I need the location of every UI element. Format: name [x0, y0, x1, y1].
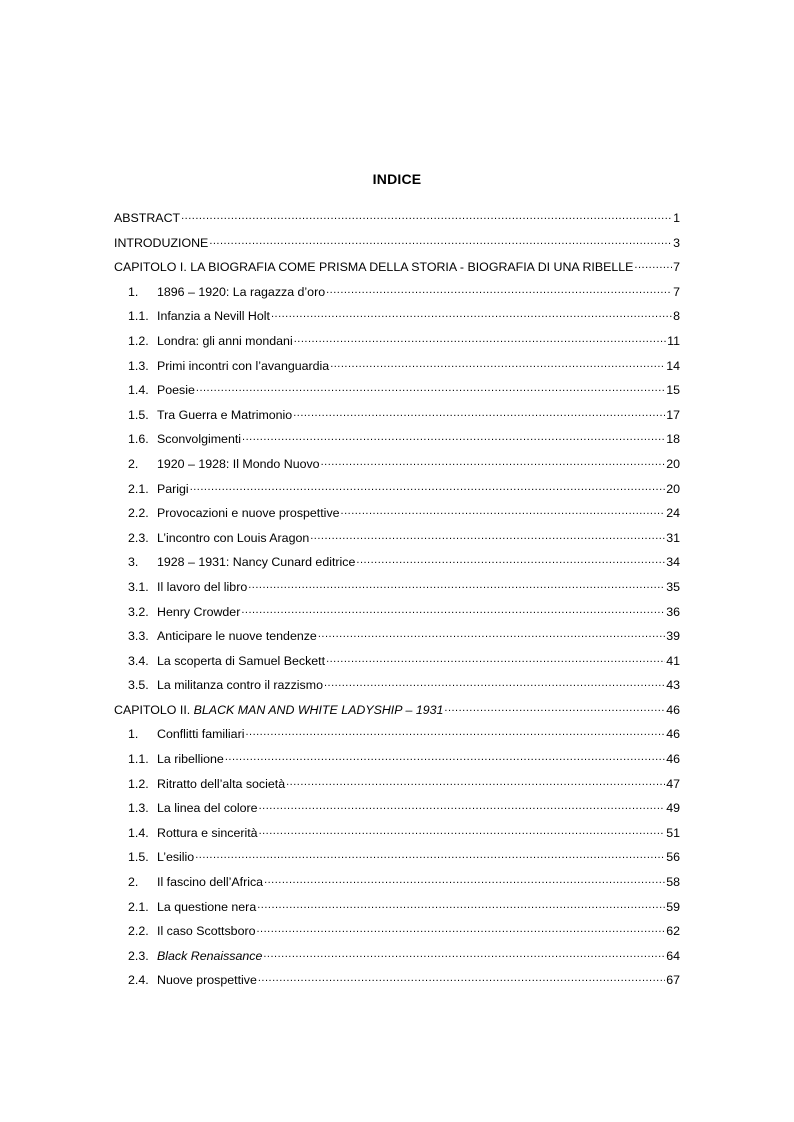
toc-entry-text: La questione nera [157, 899, 257, 914]
toc-entry-page-number: 58 [666, 875, 680, 890]
toc-entry-label [114, 257, 633, 277]
toc-entry-page-number: 46 [666, 727, 680, 742]
toc-entry-text: 1920 – 1928: Il Mondo Nuovo [157, 456, 320, 471]
dot-leader [330, 358, 665, 370]
toc-entry-page-number: 24 [666, 506, 680, 521]
dot-leader [259, 800, 666, 812]
toc-entry-text: Conflitti familiari [157, 727, 245, 742]
dot-leader [326, 653, 665, 665]
dot-leader [242, 431, 665, 443]
toc-entry[interactable] [114, 897, 680, 922]
toc-entry-label [157, 970, 257, 990]
toc-entry-text: Primi incontri con l’avanguardia [157, 358, 330, 373]
toc-entry-number: 1.1. [128, 309, 149, 324]
toc-entry-label [157, 577, 247, 597]
toc-entry-text: Il lavoro del libro [157, 579, 248, 594]
toc-entry-number: 3.1. [128, 579, 149, 594]
toc-entry-label [157, 946, 262, 966]
toc-entry-label [157, 921, 255, 941]
toc-entry-page-number: 8 [673, 309, 680, 324]
toc-entry[interactable] [114, 921, 680, 946]
toc-entry-page-number: 20 [666, 481, 680, 496]
toc-entry-number: 1.5. [128, 407, 149, 422]
toc-entry-page-number: 31 [666, 530, 680, 545]
toc-entry-page-number: 11 [667, 333, 680, 348]
toc-entry-text: Tra Guerra e Matrimonio [157, 407, 293, 422]
table-of-contents [114, 208, 680, 995]
toc-entry-label [157, 282, 325, 302]
dot-leader [286, 776, 665, 788]
toc-entry-page-number: 49 [666, 801, 680, 816]
toc-entry-page-number: 46 [666, 702, 680, 717]
toc-entry-italic-text: Black Renaissance [157, 948, 263, 963]
toc-entry-number: 1. [128, 284, 139, 299]
toc-entry[interactable] [114, 233, 680, 258]
toc-entry-text: INTRODUZIONE [114, 235, 209, 250]
toc-entry-number: 1.4. [128, 825, 149, 840]
dot-leader [196, 382, 665, 394]
toc-entry[interactable] [114, 429, 680, 454]
toc-entry-label [157, 675, 323, 695]
toc-entry[interactable] [114, 872, 680, 897]
toc-entry[interactable] [114, 282, 680, 307]
toc-entry[interactable] [114, 479, 680, 504]
toc-entry-number: 2.1. [128, 899, 149, 914]
toc-entry-label [157, 429, 241, 449]
toc-entry-number: 3.4. [128, 653, 149, 668]
dot-leader [444, 702, 665, 714]
dot-leader [248, 579, 665, 591]
toc-entry-number: 2.3. [128, 948, 149, 963]
toc-entry-label [157, 847, 194, 867]
dot-leader [195, 849, 665, 861]
dot-leader [264, 874, 665, 886]
toc-entry-text: Infanzia a Nevill Holt [157, 309, 270, 324]
toc-entry-text: L’incontro con Louis Aragon [157, 530, 310, 545]
toc-entry-page-number: 41 [666, 653, 680, 668]
toc-entry-label [157, 626, 317, 646]
toc-entry-text: Ritratto dell’alta società [157, 776, 286, 791]
toc-entry-number: 2. [128, 456, 139, 471]
toc-entry-page-number: 1 [673, 211, 680, 225]
dot-leader [181, 210, 672, 222]
dot-leader [341, 505, 666, 517]
toc-entry-label [157, 872, 263, 892]
toc-entry-label [157, 774, 285, 794]
dot-leader [245, 726, 665, 738]
toc-entry[interactable] [114, 356, 680, 381]
toc-entry-page-number: 7 [673, 284, 680, 299]
toc-entry-number: 1. [128, 727, 139, 742]
toc-entry-label [157, 331, 293, 351]
toc-entry-number: 1.1. [128, 752, 149, 767]
toc-entry[interactable] [114, 970, 680, 995]
dot-leader [259, 825, 666, 837]
toc-entry-number: 3.5. [128, 678, 149, 693]
toc-entry-label [114, 700, 443, 720]
toc-entry-label [157, 798, 258, 818]
toc-entry-number: 1.3. [128, 801, 149, 816]
dot-leader [209, 235, 672, 247]
toc-entry-label [157, 651, 325, 671]
toc-entry[interactable] [114, 454, 680, 479]
dot-leader [634, 259, 672, 271]
toc-entry-number: 2.2. [128, 506, 149, 521]
toc-entry-page-number: 64 [666, 948, 680, 963]
toc-entry[interactable] [114, 798, 680, 823]
toc-entry-number: 1.2. [128, 333, 149, 348]
toc-entry-text: Londra: gli anni mondani [157, 333, 293, 348]
toc-entry[interactable] [114, 774, 680, 799]
toc-entry-page-number: 20 [666, 456, 680, 471]
dot-leader [256, 923, 665, 935]
toc-entry-text: Il caso Scottsboro [157, 924, 256, 939]
toc-entry-label [157, 724, 244, 744]
toc-entry-number: 3. [128, 555, 139, 570]
toc-entry-text: La linea del colore [157, 801, 258, 816]
dot-leader [271, 308, 672, 320]
toc-entry-page-number: 7 [673, 260, 680, 275]
toc-entry-label [157, 479, 189, 499]
toc-entry[interactable] [114, 405, 680, 430]
toc-entry-text: La ribellione [157, 752, 224, 767]
toc-entry-text: Parigi [157, 481, 189, 496]
toc-entry[interactable] [114, 528, 680, 553]
toc-entry[interactable] [114, 724, 680, 749]
toc-entry-page-number: 34 [666, 555, 680, 570]
toc-entry[interactable] [114, 946, 680, 971]
toc-entry-page-number: 46 [666, 752, 680, 767]
toc-entry-page-number: 39 [666, 629, 680, 644]
toc-entry[interactable] [114, 503, 680, 528]
toc-entry-number: 1.2. [128, 776, 149, 791]
dot-leader [241, 604, 665, 616]
dot-leader [356, 554, 665, 566]
dot-leader [318, 628, 665, 640]
toc-entry[interactable] [114, 552, 680, 577]
dot-leader [190, 481, 666, 493]
toc-entry-label [157, 897, 256, 917]
toc-entry-page-number: 47 [666, 776, 680, 791]
toc-entry[interactable] [114, 700, 680, 725]
dot-leader [326, 284, 672, 296]
toc-entry[interactable] [114, 749, 680, 774]
dot-leader [310, 530, 665, 542]
toc-entry-label [157, 749, 224, 769]
toc-entry-number: 1.6. [128, 432, 149, 447]
toc-entry-label [157, 528, 309, 548]
toc-entry-label [114, 233, 208, 253]
toc-entry[interactable] [114, 208, 680, 233]
dot-leader [294, 333, 666, 345]
toc-entry-page-number: 18 [666, 432, 680, 447]
toc-entry[interactable] [114, 651, 680, 676]
toc-entry-page-number: 14 [666, 358, 680, 373]
dot-leader [263, 948, 665, 960]
toc-entry-page-number: 51 [666, 825, 680, 840]
toc-entry-text: CAPITOLO I. LA BIOGRAFIA COME PRISMA DELLA STORIA - BIOGRAFIA DI UNA RIBELLE [114, 260, 634, 275]
toc-entry-label [157, 380, 195, 400]
toc-entry-text: ABSTRACT [114, 211, 181, 225]
toc-entry-text: La militanza contro il razzismo [157, 678, 323, 693]
toc-entry[interactable] [114, 380, 680, 405]
toc-entry-text: 1928 – 1931: Nancy Cunard editrice [157, 555, 356, 570]
toc-entry[interactable] [114, 847, 680, 872]
toc-entry-label [157, 552, 355, 572]
toc-entry-text: L’esilio [157, 850, 195, 865]
toc-entry-text: La scoperta di Samuel Beckett [157, 653, 326, 668]
toc-entry-page-number: 17 [666, 407, 680, 422]
toc-entry-text: Anticipare le nuove tendenze [157, 629, 317, 644]
toc-entry-text: Il fascino dell’Africa [157, 875, 264, 890]
toc-entry-text: Henry Crowder [157, 604, 241, 619]
toc-entry-page-number: 36 [666, 604, 680, 619]
toc-entry[interactable] [114, 602, 680, 627]
toc-entry-page-number: 35 [666, 579, 680, 594]
toc-entry-text: CAPITOLO II. [114, 702, 194, 717]
toc-entry-label [114, 208, 180, 228]
toc-entry[interactable] [114, 306, 680, 331]
toc-entry[interactable] [114, 626, 680, 651]
toc-entry-label [157, 823, 258, 843]
toc-entry-page-number: 3 [673, 235, 680, 250]
dot-leader [321, 456, 666, 468]
toc-entry-page-number: 15 [666, 383, 680, 398]
toc-entry-label [157, 602, 240, 622]
toc-entry[interactable] [114, 331, 680, 356]
toc-entry-number: 3.2. [128, 604, 149, 619]
toc-entry-text: Nuove prospettive [157, 973, 257, 988]
toc-entry[interactable] [114, 823, 680, 848]
toc-entry-number: 1.4. [128, 383, 149, 398]
toc-entry-text: Sconvolgimenti [157, 432, 242, 447]
toc-entry-number: 2.4. [128, 973, 149, 988]
toc-entry-label [157, 454, 320, 474]
toc-entry[interactable] [114, 257, 680, 282]
toc-entry-number: 2.3. [128, 530, 149, 545]
toc-entry-text: Rottura e sincerità [157, 825, 258, 840]
page-title: INDICE [372, 171, 422, 187]
toc-entry-page-number: 62 [666, 924, 680, 939]
dot-leader [324, 677, 665, 689]
toc-entry-label [157, 405, 292, 425]
toc-entry-text: Provocazioni e nuove prospettive [157, 506, 340, 521]
toc-entry-number: 1.3. [128, 358, 149, 373]
toc-entry-italic-text: BLACK MAN AND WHITE LADYSHIP – 1931 [193, 702, 444, 717]
toc-entry-label [157, 306, 270, 326]
toc-entry-page-number: 59 [666, 899, 680, 914]
toc-entry-page-number: 56 [666, 850, 680, 865]
dot-leader [293, 407, 665, 419]
toc-entry[interactable] [114, 675, 680, 700]
toc-entry-text: 1896 – 1920: La ragazza d’oro [157, 284, 326, 299]
toc-entry-label [157, 503, 340, 523]
dot-leader [225, 751, 665, 763]
toc-entry-page-number: 67 [666, 973, 680, 988]
toc-entry[interactable] [114, 577, 680, 602]
dot-leader [257, 899, 665, 911]
toc-entry-number: 2.1. [128, 481, 149, 496]
toc-entry-page-number: 43 [666, 678, 680, 693]
toc-entry-number: 3.3. [128, 629, 149, 644]
toc-entry-label [157, 356, 329, 376]
dot-leader [258, 972, 665, 984]
toc-entry-number: 1.5. [128, 850, 149, 865]
toc-entry-number: 2.2. [128, 924, 149, 939]
toc-entry-number: 2. [128, 875, 139, 890]
toc-entry-text: Poesie [157, 383, 195, 398]
